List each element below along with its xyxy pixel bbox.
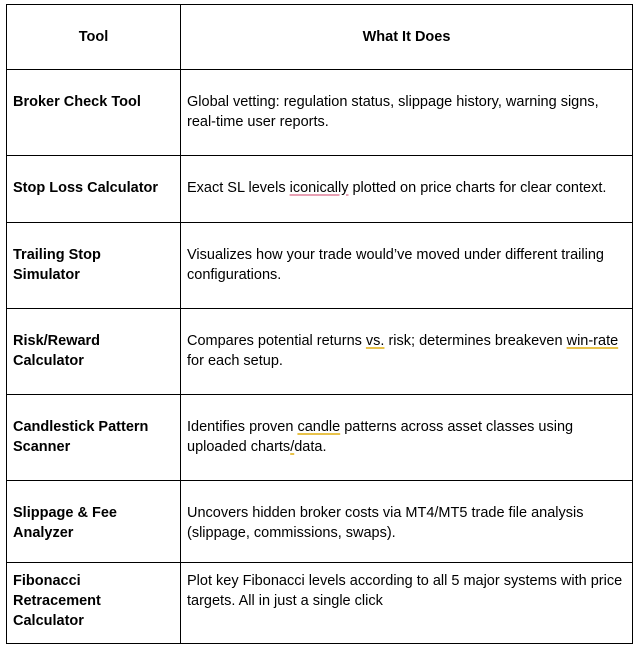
tool-name: Risk/Reward Calculator <box>7 309 181 395</box>
description-text: Exact SL levels <box>187 180 290 196</box>
tool-description: Visualizes how your trade would’ve moved under different trailing configurations. <box>181 223 633 309</box>
grammar-flagged-word[interactable]: vs. <box>365 333 385 349</box>
description-text: Identifies proven <box>187 419 298 435</box>
table-row <box>7 156 633 223</box>
tool-name: Fibonacci Retracement Calculator <box>7 563 181 644</box>
tools-table <box>6 4 633 644</box>
table-row <box>7 563 633 644</box>
tool-name: Stop Loss Calculator <box>7 156 181 223</box>
table-row <box>7 70 633 156</box>
description-text: for each setup. <box>187 353 283 369</box>
grammar-flagged-word[interactable]: candle <box>297 419 341 435</box>
tool-description: Plot key Fibonacci levels according to all 5 major systems with price targets. All in just a single click <box>181 563 633 644</box>
table-row <box>7 223 633 309</box>
description-text: data. <box>294 439 327 455</box>
tool-name: Trailing Stop Simulator <box>7 223 181 309</box>
table-row <box>7 395 633 481</box>
header-tool: Tool <box>7 5 181 70</box>
description-text: patterns across asset classes using uploaded charts <box>187 419 574 455</box>
grammar-flagged-word[interactable]: win-rate <box>566 333 619 349</box>
tool-description <box>181 309 633 395</box>
description-text: risk; determines breakeven <box>384 333 567 349</box>
spelling-flagged-word[interactable]: iconically <box>289 180 349 196</box>
tool-name: Candlestick Pattern Scanner <box>7 395 181 481</box>
description-text: Compares potential returns <box>187 333 366 349</box>
tool-description <box>181 395 633 481</box>
tool-description <box>181 156 633 223</box>
table-row <box>7 481 633 563</box>
tool-name: Broker Check Tool <box>7 70 181 156</box>
table-header-row <box>7 5 633 70</box>
header-what-it-does: What It Does <box>181 5 633 70</box>
grammar-flagged-word[interactable]: / <box>290 439 295 455</box>
table-row <box>7 309 633 395</box>
tool-description: Global vetting: regulation status, slippage history, warning signs, real-time user reports. <box>181 70 633 156</box>
tool-description: Uncovers hidden broker costs via MT4/MT5 trade file analysis (slippage, commissions, swaps). <box>181 481 633 563</box>
description-text: plotted on price charts for clear context. <box>348 180 607 196</box>
tool-name: Slippage & Fee Analyzer <box>7 481 181 563</box>
